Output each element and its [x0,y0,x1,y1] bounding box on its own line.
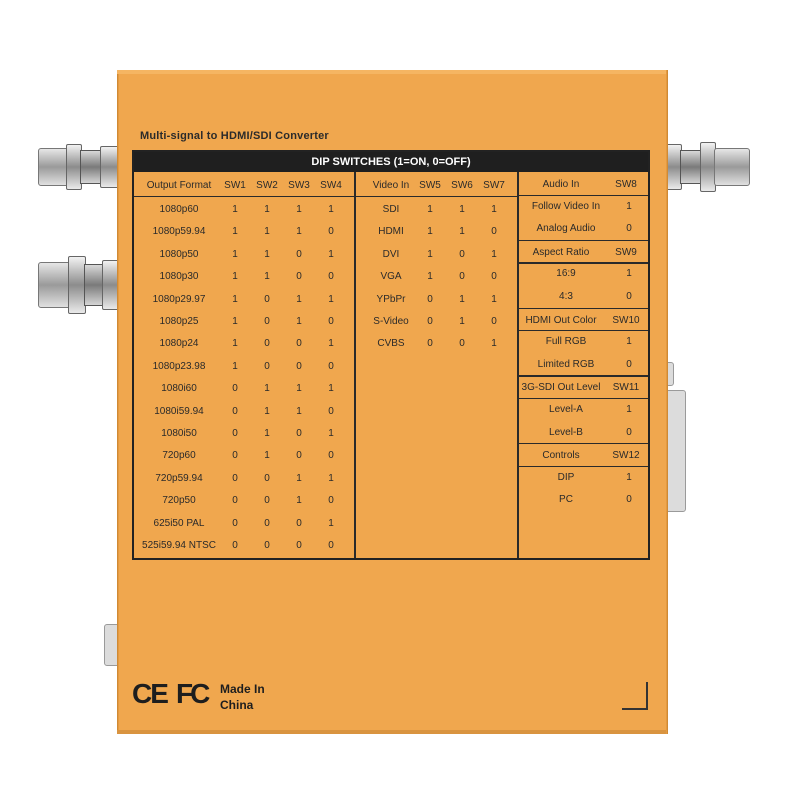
output-format-name: 1080p29.97 [152,293,206,305]
output-format-name: 1080p30 [159,271,199,283]
video-in-section [355,172,517,558]
device-bottom-edge [117,730,666,734]
switch-value: 0 [296,540,302,551]
switch-value: 0 [232,495,238,507]
video-in-name: YPbPr [376,293,406,305]
group-header-rule [519,262,648,263]
switch-value: 1 [427,204,433,215]
switch-value: 0 [264,495,270,507]
switch-value: 1 [232,248,238,260]
made-in-label [220,681,265,713]
output-format-header: Output Format [146,180,212,191]
made-in-line2: China [220,698,254,712]
bnc-barrel [38,262,72,308]
switch-value: 1 [328,293,334,305]
switch-value: 0 [626,358,632,370]
video-in-name: S-Video [373,316,409,327]
output-format-name: 1080p25 [159,316,199,327]
output-format-name: 1080p60 [159,204,199,215]
switch-value: 1 [459,204,465,215]
bnc-nut [80,150,102,184]
output-format-section [134,172,354,558]
switch-value: 0 [459,271,465,283]
sw6-header: SW6 [451,180,473,191]
output-format-name: 1080p23.98 [152,360,206,372]
switch-value: 1 [626,268,632,280]
switch-value: 0 [328,271,334,283]
switch-value: 0 [491,316,497,327]
switch-value: 0 [232,450,238,462]
switch-value: 0 [491,271,497,283]
switch-value: 1 [232,293,238,305]
switch-value: 1 [232,316,238,327]
switch-value: 0 [232,428,238,439]
fcc-mark: FC [176,678,208,709]
setting-switch-label: SW9 [615,246,637,258]
sw1-header: SW1 [224,180,246,191]
setting-option: Level-A [549,404,583,415]
video-in-name: CVBS [377,338,405,350]
switch-value: 0 [232,383,238,395]
setting-group-name: Audio In [542,179,580,190]
switch-value: 1 [296,226,302,238]
switch-value: 1 [328,204,334,215]
sw5-header: SW5 [419,180,441,191]
switch-value: 1 [491,248,497,260]
switch-value: 1 [264,428,270,439]
switch-value: 1 [427,248,433,260]
group-header-rule [519,398,648,399]
switch-value: 0 [296,450,302,462]
switch-value: 1 [264,226,270,238]
output-format-name: 1080p24 [159,338,199,350]
switch-value: 1 [328,472,334,484]
group-separator [519,308,648,309]
output-format-name: 720p50 [162,495,196,507]
bnc-connector-top-left[interactable] [38,140,120,192]
switch-value: 0 [264,338,270,350]
switch-value: 1 [459,293,465,305]
switch-value: 0 [328,450,334,462]
setting-option: 16:9 [556,268,576,280]
bnc-nut [84,264,104,306]
output-format-name: 1080i60 [161,383,197,395]
setting-switch-label: SW10 [612,314,640,326]
switch-value: 0 [296,360,302,372]
switch-value: 1 [328,383,334,395]
video-in-name: HDMI [378,226,404,238]
switch-value: 1 [264,204,270,215]
bnc-barrel [714,148,750,186]
switch-value: 1 [264,383,270,395]
bnc-connector-right[interactable] [664,138,750,194]
sw2-header: SW2 [256,180,278,191]
settings-section [519,172,648,558]
switch-value: 0 [626,494,632,506]
switch-value: 1 [296,495,302,507]
switch-value: 1 [232,271,238,283]
made-in-line1: Made In [220,682,265,696]
switch-value: 1 [626,471,632,483]
switch-value: 1 [328,428,334,439]
switch-value: 0 [232,405,238,417]
switch-value: 1 [232,204,238,215]
setting-option: DIP [557,471,575,483]
switch-value: 0 [427,293,433,305]
switch-value: 1 [232,360,238,372]
switch-value: 0 [264,472,270,484]
switch-value: 1 [264,271,270,283]
switch-value: 0 [626,426,632,438]
switch-value: 1 [296,316,302,327]
output-format-name: 1080p59.94 [152,226,206,238]
switch-value: 0 [296,248,302,260]
switch-value: 1 [491,204,497,215]
ce-mark: CE [132,678,167,709]
output-format-name: 720p60 [162,450,196,462]
setting-switch-label: SW8 [615,179,637,190]
group-separator [519,240,648,241]
bnc-connector-bottom-left[interactable] [38,252,120,316]
video-in-name: SDI [382,204,400,215]
product-title: Multi-signal to HDMI/SDI Converter [140,130,329,142]
switch-value: 0 [328,495,334,507]
bnc-nut [680,150,702,184]
switch-value: 0 [328,226,334,238]
switch-value: 0 [232,517,238,529]
device-top-edge [117,70,666,74]
output-format-name: 1080i50 [161,428,197,439]
switch-value: 0 [459,338,465,350]
setting-option: PC [559,494,573,506]
switch-value: 0 [264,360,270,372]
switch-value: 0 [459,248,465,260]
output-format-name: 525i59.94 NTSC [142,540,216,551]
switch-value: 0 [328,316,334,327]
switch-value: 1 [264,248,270,260]
setting-option: Full RGB [545,336,587,348]
switch-value: 0 [264,293,270,305]
switch-value: 0 [232,540,238,551]
switch-value: 1 [626,404,632,415]
switch-value: 1 [296,204,302,215]
switch-value: 1 [626,336,632,348]
switch-value: 0 [296,338,302,350]
switch-value: 1 [328,248,334,260]
group-header-rule [519,195,648,196]
switch-value: 0 [328,540,334,551]
setting-group-name: Aspect Ratio [532,246,590,258]
setting-option: Level-B [549,426,583,438]
switch-value: 0 [427,338,433,350]
switch-value: 1 [264,450,270,462]
setting-option: 4:3 [559,291,573,302]
output-format-name: 1080p50 [159,248,199,260]
switch-value: 1 [296,293,302,305]
switch-value: 1 [296,383,302,395]
switch-value: 1 [459,226,465,238]
switch-value: 1 [459,316,465,327]
switch-value: 0 [427,316,433,327]
output-format-name: 720p59.94 [155,472,203,484]
setting-option: Analog Audio [536,223,596,235]
output-format-name: 1080i59.94 [154,405,204,417]
corner-mark [622,682,648,710]
output-format-name: 625i50 PAL [153,517,205,529]
switch-value: 1 [491,338,497,350]
switch-value: 1 [232,226,238,238]
setting-switch-label: SW12 [612,450,640,462]
switch-value: 1 [427,271,433,283]
video-in-header: Video In [372,180,410,191]
switch-value: 1 [427,226,433,238]
group-header-rule [519,466,648,467]
setting-group-name: Controls [542,450,580,462]
switch-value: 0 [328,405,334,417]
switch-value: 0 [328,360,334,372]
setting-group-name: HDMI Out Color [525,314,597,326]
dip-switch-table [132,150,650,560]
switch-value: 0 [491,226,497,238]
switch-value: 1 [296,405,302,417]
switch-value: 0 [264,540,270,551]
switch-value: 0 [296,517,302,529]
switch-value: 1 [296,472,302,484]
switch-value: 0 [232,472,238,484]
switch-value: 1 [264,405,270,417]
switch-value: 1 [328,517,334,529]
sw7-header: SW7 [483,180,505,191]
switch-value: 1 [232,338,238,350]
switch-value: 0 [264,517,270,529]
setting-option: Limited RGB [537,358,595,370]
setting-switch-label: SW11 [612,382,640,394]
video-in-name: VGA [380,271,402,283]
group-separator [519,375,648,376]
setting-group-name: 3G-SDI Out Level [521,382,601,394]
group-header-rule [519,330,648,331]
switch-value: 0 [296,428,302,439]
switch-value: 1 [491,293,497,305]
dip-table-header: DIP SWITCHES (1=ON, 0=OFF) [134,152,648,172]
setting-option: Follow Video In [531,200,601,212]
switch-value: 0 [626,223,632,235]
video-in-name: DVI [382,248,400,260]
group-separator [519,443,648,444]
switch-value: 1 [328,338,334,350]
sw4-header: SW4 [320,180,342,191]
sw3-header: SW3 [288,180,310,191]
switch-value: 1 [626,200,632,212]
switch-value: 0 [626,291,632,302]
switch-value: 0 [264,316,270,327]
switch-value: 0 [296,271,302,283]
